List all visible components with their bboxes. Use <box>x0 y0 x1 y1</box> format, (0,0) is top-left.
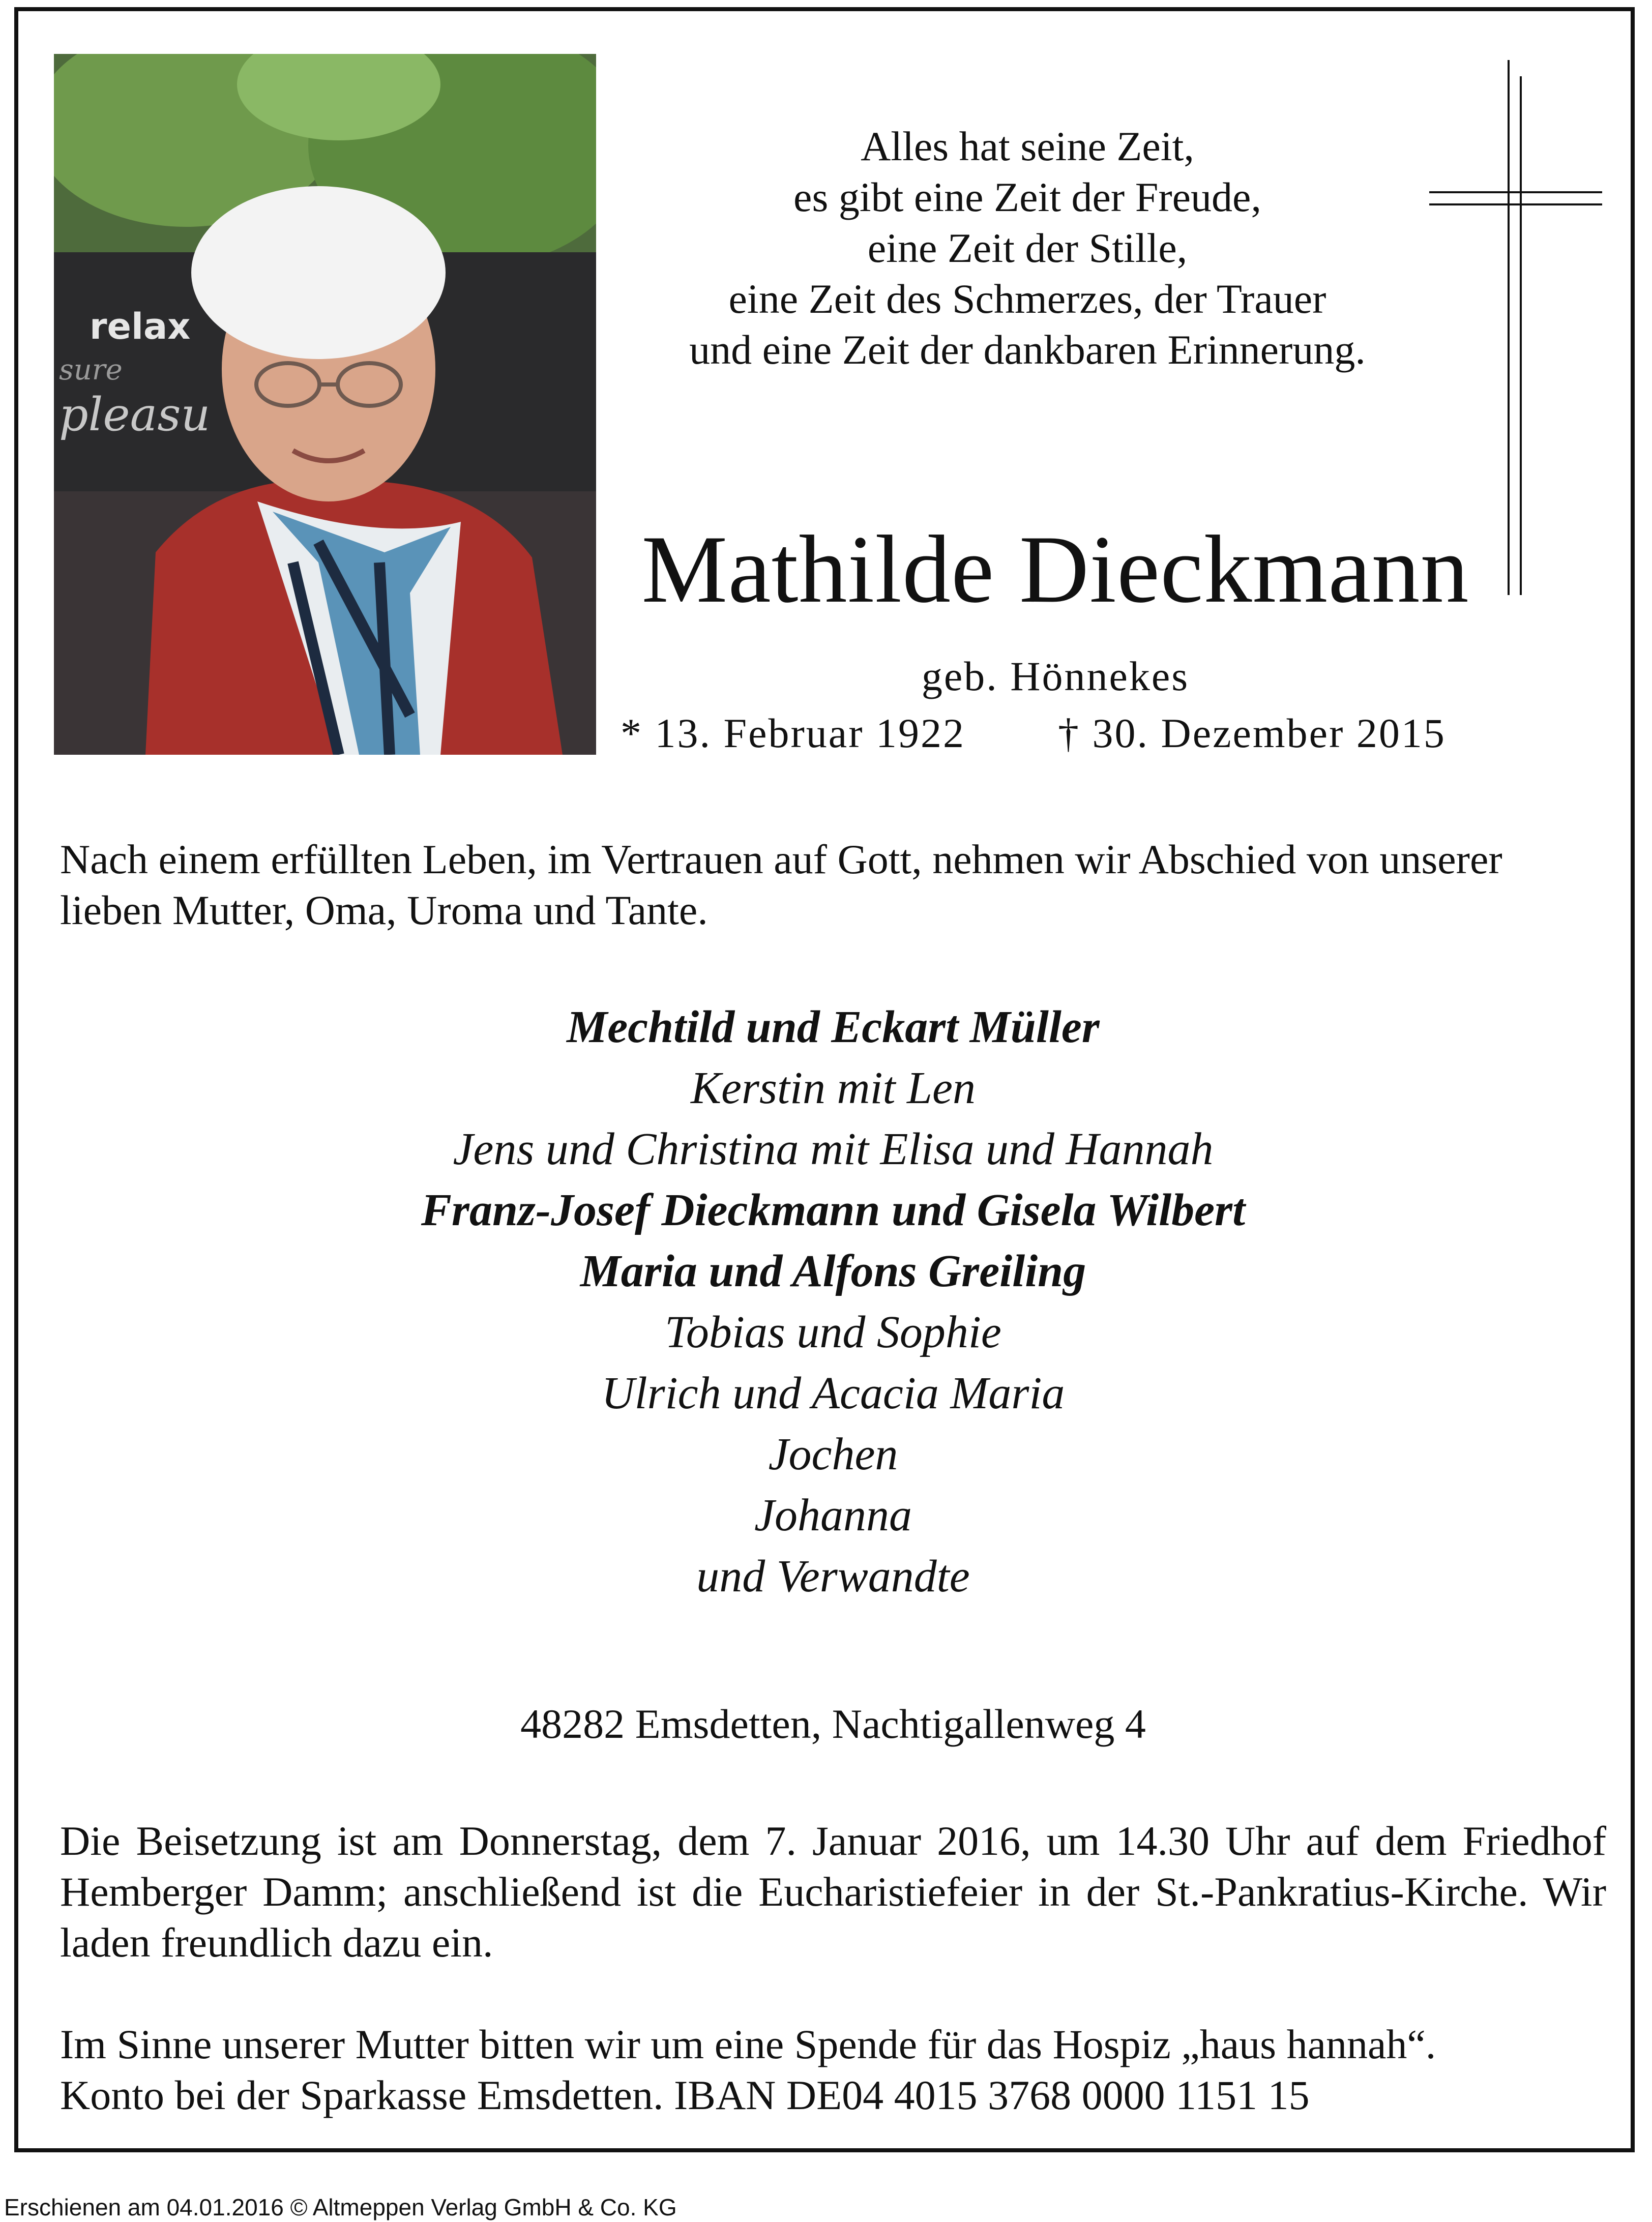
death-date: † 30. Dezember 2015 <box>1058 710 1446 756</box>
family-line: Kerstin mit Len <box>690 1063 976 1113</box>
funeral-details: Die Beisetzung ist am Donnerstag, dem 7. Januar 2016, um 14.30 Uhr auf dem Friedhof Hemberger Damm; anschließend ist die Eucharistiefeier in der St.-Pankratius-Kirche. Wir laden freundlich dazu ein. <box>60 1818 1606 1966</box>
family-line: Johanna <box>754 1490 912 1540</box>
family-line: Jochen <box>768 1429 898 1479</box>
family-line: Jens und Christina mit Elisa und Hannah <box>453 1124 1214 1174</box>
address: 48282 Emsdetten, Nachtigallenweg 4 <box>520 1701 1146 1747</box>
sign-word-relax: relax <box>90 306 191 347</box>
poem-line: Alles hat seine Zeit, <box>861 123 1194 169</box>
donation-line: Konto bei der Sparkasse Emsdetten. IBAN DE04 4015 3768 0000 1151 15 <box>60 2072 1310 2118</box>
family-line: und Verwandte <box>696 1551 970 1602</box>
family-line: Mechtild und Eckart Müller <box>567 1002 1100 1052</box>
donation-notice <box>60 2019 1606 2121</box>
family-line: Maria und Alfons Greiling <box>580 1246 1086 1296</box>
sign-word-sure: sure <box>59 353 123 387</box>
poem-line: und eine Zeit der dankbaren Erinnerung. <box>689 327 1366 373</box>
publication-footer: Erschienen am 04.01.2016 © Altmeppen Verlag GmbH & Co. KG <box>4 2194 677 2220</box>
portrait-image <box>54 54 596 755</box>
family-list <box>60 997 1606 1607</box>
poem <box>610 121 1444 375</box>
birth-date: * 13. Februar 1922 <box>621 710 966 756</box>
maiden-name: geb. Hönnekes <box>921 653 1190 699</box>
poem-line: es gibt eine Zeit der Freude, <box>793 174 1261 220</box>
sign-word-pleasure: pleasu <box>59 388 211 441</box>
poem-line: eine Zeit der Stille, <box>867 225 1188 271</box>
deceased-name: Mathilde Dieckmann <box>641 516 1469 623</box>
poem-line: eine Zeit des Schmerzes, der Trauer <box>728 276 1326 322</box>
family-line: Franz-Josef Dieckmann und Gisela Wilbert <box>421 1185 1246 1235</box>
intro-text: Nach einem erfüllten Leben, im Vertrauen auf Gott, nehmen wir Abschied von unserer lieben Mutter, Oma, Uroma und Tante. <box>60 836 1502 933</box>
portrait-photo <box>54 54 596 755</box>
family-line: Ulrich und Acacia Maria <box>601 1368 1065 1418</box>
donation-line: Im Sinne unserer Mutter bitten wir um eine Spende für das Hospiz „haus hannah“. <box>60 2021 1436 2067</box>
family-line: Tobias und Sophie <box>665 1307 1001 1357</box>
